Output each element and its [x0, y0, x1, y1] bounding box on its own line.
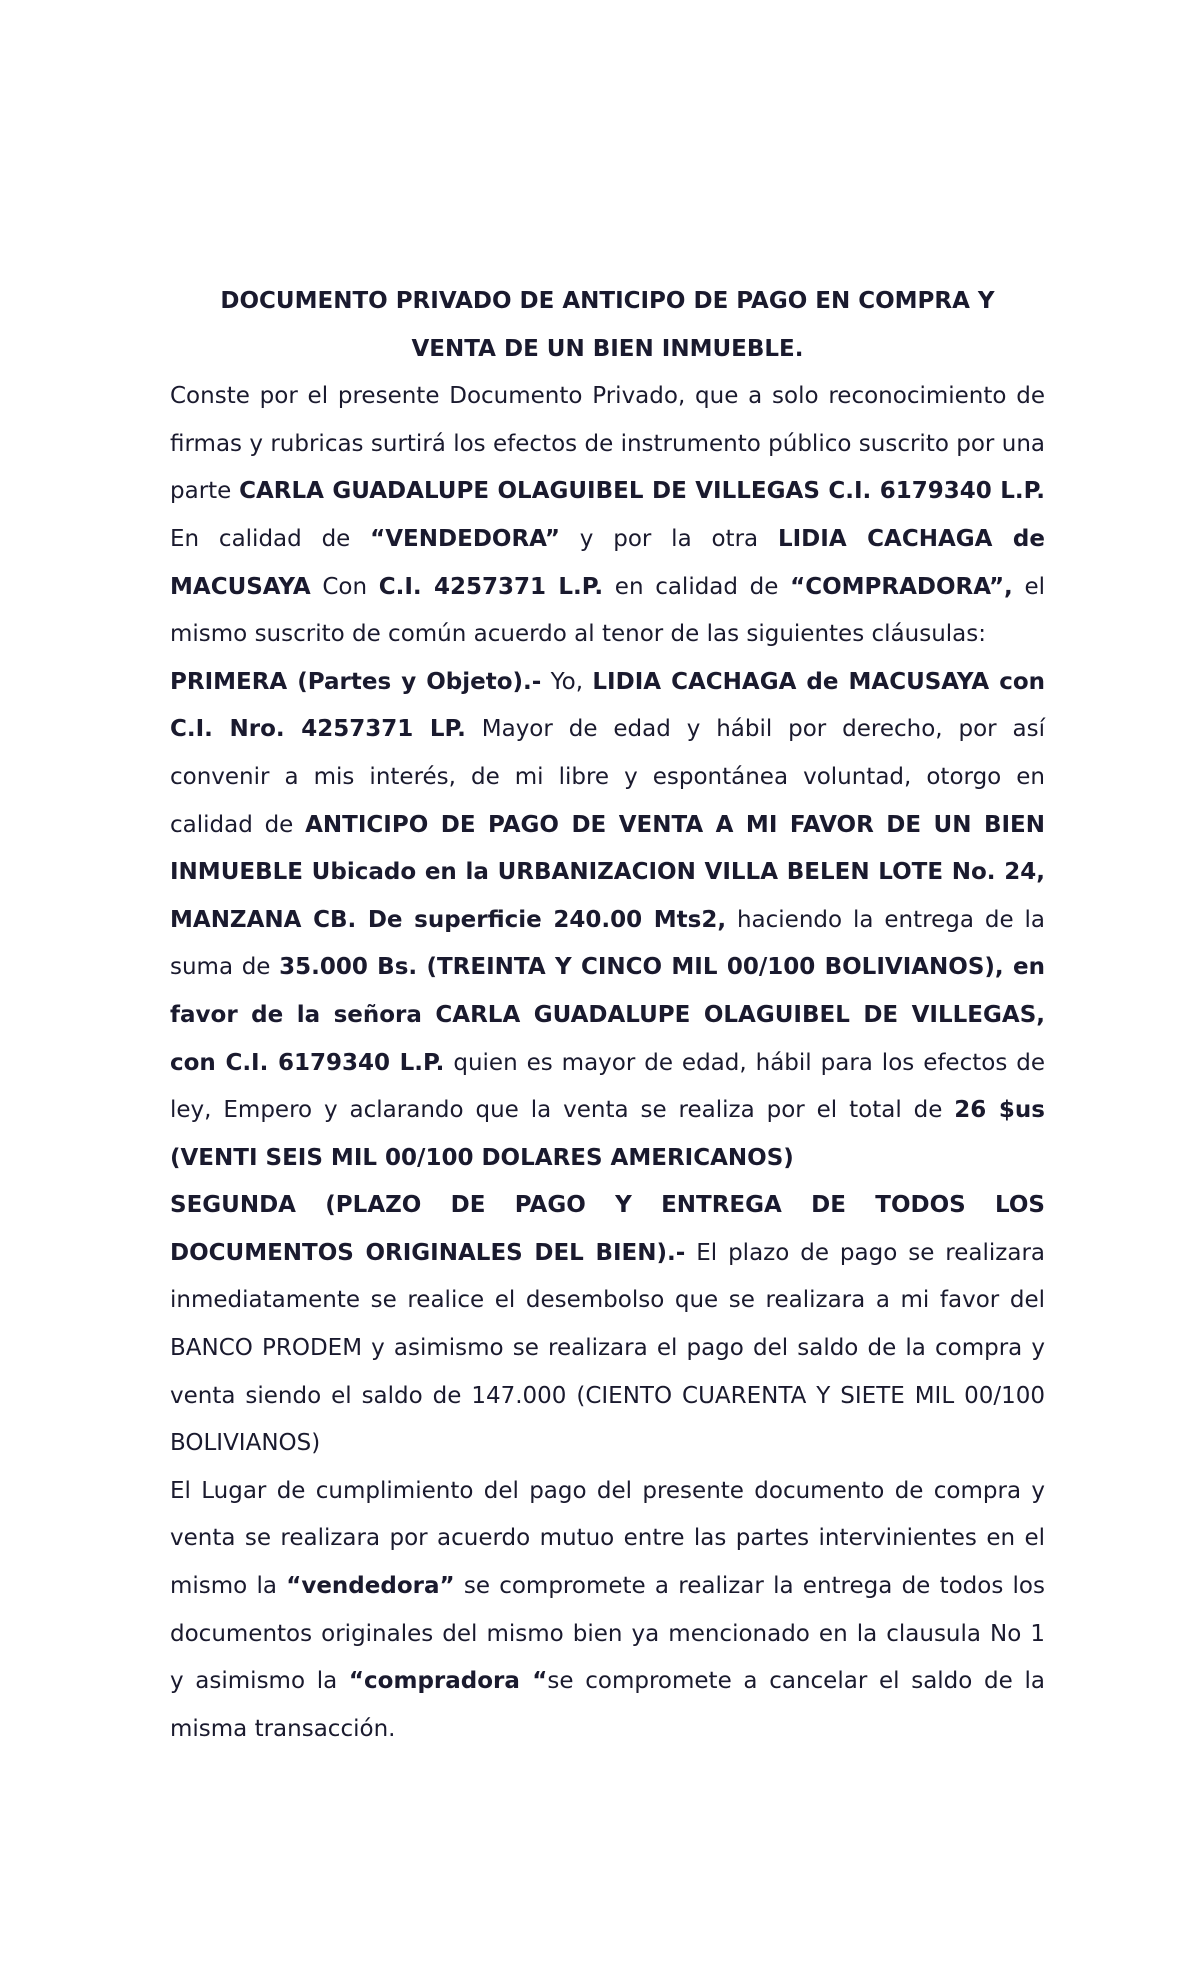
text-run: Mayor de edad y hábil por derecho, por así convenir a mis interés, de mi libre y espontánea voluntad, otorgo en calidad de — [170, 716, 1045, 838]
text-run: En calidad de — [170, 525, 371, 552]
text-run: haciendo la entrega de la suma de — [170, 906, 1045, 981]
text-run: se compromete a cancelar el saldo de la misma transacción. — [170, 1668, 1045, 1742]
clause-heading: SEGUNDA (PLAZO DE PAGO Y ENTREGA DE TODOS LOS DOCUMENTOS ORIGINALES DEL BIEN).- — [170, 1192, 1045, 1266]
lugar-paragraph — [170, 1468, 1045, 1754]
intro-paragraph — [170, 373, 1045, 659]
text-run: El Lugar de cumplimiento del pago del presente documento de compra y venta se realizara por acuerdo mutuo entre las partes intervinientes en el mismo la — [170, 1477, 1045, 1600]
text-run-bold: LIDIA CACHAGA de MACUSAYA con C.I. Nro. 4257371 LP. — [170, 668, 1046, 743]
text-run: en calidad de — [603, 573, 791, 600]
document-body — [170, 278, 1045, 1753]
text-run: Conste por el presente Documento Privado, que a solo reconocimiento de firmas y rubricas surtirá los efectos de instrumento público suscrito por una parte — [170, 383, 1045, 505]
clause-heading: PRIMERA (Partes y Objeto).- — [170, 668, 542, 695]
text-run-bold: “COMPRADORA”, — [790, 573, 1013, 600]
text-run: Con — [310, 573, 379, 600]
text-run: el mismo suscrito de común acuerdo al tenor de las siguientes cláusulas: — [170, 573, 1045, 648]
text-run: se compromete a realizar la entrega de todos los documentos originales del mismo bien ya mencionado en la clausula No 1 y asimismo la — [170, 1573, 1045, 1695]
document-title-line-1: DOCUMENTO PRIVADO DE ANTICIPO DE PAGO EN COMPRA Y — [220, 288, 995, 314]
text-run-bold: “VENDEDORA” — [370, 525, 560, 552]
text-run-bold: CARLA GUADALUPE OLAGUIBEL DE VILLEGAS C.I. 6179340 L.P. — [239, 478, 1045, 505]
text-run-bold: 35.000 Bs. (TREINTA Y CINCO MIL 00/100 BOLIVIANOS), en favor de la señora CARLA GUADALUPE OLAGUIBEL DE VILLEGAS, con C.I. 6179340 L.P. — [170, 954, 1045, 1076]
document-title-line-2: VENTA DE UN BIEN INMUEBLE. — [411, 335, 804, 362]
clause-segunda — [170, 1182, 1045, 1468]
text-run: y por la otra — [559, 525, 778, 552]
text-run-bold: 26 $us (VENTI SEIS MIL 00/100 DOLARES AMERICANOS) — [170, 1097, 1045, 1171]
text-run-bold: C.I. 4257371 L.P. — [378, 573, 604, 600]
text-run-bold: “compradora “ — [348, 1668, 548, 1695]
text-run-bold: ANTICIPO DE PAGO DE VENTA A MI FAVOR DE UN BIEN INMUEBLE Ubicado en la URBANIZACION VILLA BELEN LOTE No. 24, MANZANA CB. De superficie 240.00 Mts2, — [170, 811, 1046, 933]
text-run: Yo, — [541, 668, 593, 695]
text-run: El plazo de pago se realizara inmediatamente se realice el desembolso que se realizara a mi favor del BANCO PRODEM y asimismo se realizara el pago del saldo de la compra y venta siendo el saldo de 147.000 (CIENTO CUARENTA Y SIETE MIL 00/100 BOLIVIANOS) — [170, 1239, 1045, 1457]
text-run-bold: “vendedora” — [286, 1573, 455, 1600]
clause-primera — [170, 659, 1045, 1183]
text-run-bold: LIDIA CACHAGA de MACUSAYA — [170, 525, 1045, 600]
text-run: quien es mayor de edad, hábil para los efectos de ley, Empero y aclarando que la venta se realiza por el total de — [170, 1049, 1045, 1124]
